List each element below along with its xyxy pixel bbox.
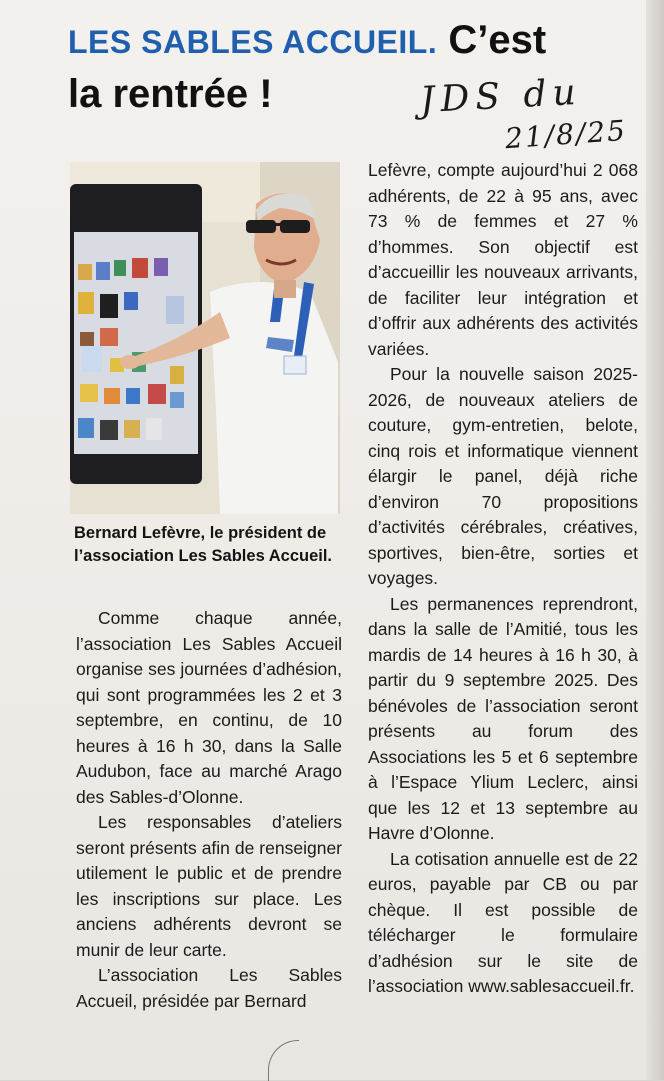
paper-fold-mark xyxy=(268,1040,299,1081)
article-paragraph: Les permanences reprendront, dans la salle de l’Amitié, tous les mardis de 14 heures à 16 h 30, à partir du 9 septembre 2025. Des bénévoles de l’association seront présents au forum des Associations les 5 et 6 septembre à l’Espace Ylium Leclerc, ainsi que les 12 et 13 septembre au Havre d’Olonne. xyxy=(368,593,638,843)
headline-title-part1: C’est xyxy=(448,18,547,62)
article-paragraph: Les responsables d’ateliers seront présents afin de renseigner utilement le public et de prendre les inscriptions sur place. Les anciens adhérents devront se munir de leur carte. xyxy=(76,812,342,960)
president-photo xyxy=(70,162,340,514)
article-paragraph: Comme chaque année, l’association Les Sables Accueil organise ses journées d’adhésion, qui sont programmées les 2 et 3 septembre, en continu, de 10 heures à 16 h 30, dans la Salle Audubon, face au marché Arago des Sables-d’Olonne. xyxy=(76,608,342,807)
handwritten-source: JDS du xyxy=(419,71,583,122)
article-left-column xyxy=(76,606,342,1014)
page-edge xyxy=(646,0,664,1080)
article-paragraph: Lefèvre, compte aujourd’hui 2 068 adhérents, de 22 à 95 ans, avec 73 % de femmes et 27 % d’hommes. Son objectif est d’accueillir les nouveaux arrivants, de faciliter leur intégration et d’offrir aux adhérents des activités variées. xyxy=(368,160,638,359)
article-right-column xyxy=(368,158,638,1000)
article-paragraph: Pour la nouvelle saison 2025-2026, de nouveaux ateliers de couture, gym-entretien, belote, cinq rois et informatique viennent élargir le panel, déjà riche d’environ 70 propositions d’activités cérébrales, créatives, sportives, bien-être, sorties et voyages. xyxy=(368,364,638,588)
article-paragraph: L’association Les Sables Accueil, présidée par Bernard xyxy=(76,965,342,1011)
headline-kicker: LES SABLES ACCUEIL. xyxy=(68,24,438,60)
headline-title-part2: la rentrée ! xyxy=(68,72,273,116)
handwritten-date: 21/8/25 xyxy=(503,113,628,156)
photo-caption: Bernard Lefèvre, le président de l’association Les Sables Accueil. xyxy=(74,524,332,565)
article-paragraph: La cotisation annuelle est de 22 euros, payable par CB ou par chèque. Il est possible de télécharger le formulaire d’adhésion sur le site de l’association www.sablesaccueil.fr. xyxy=(368,848,638,996)
